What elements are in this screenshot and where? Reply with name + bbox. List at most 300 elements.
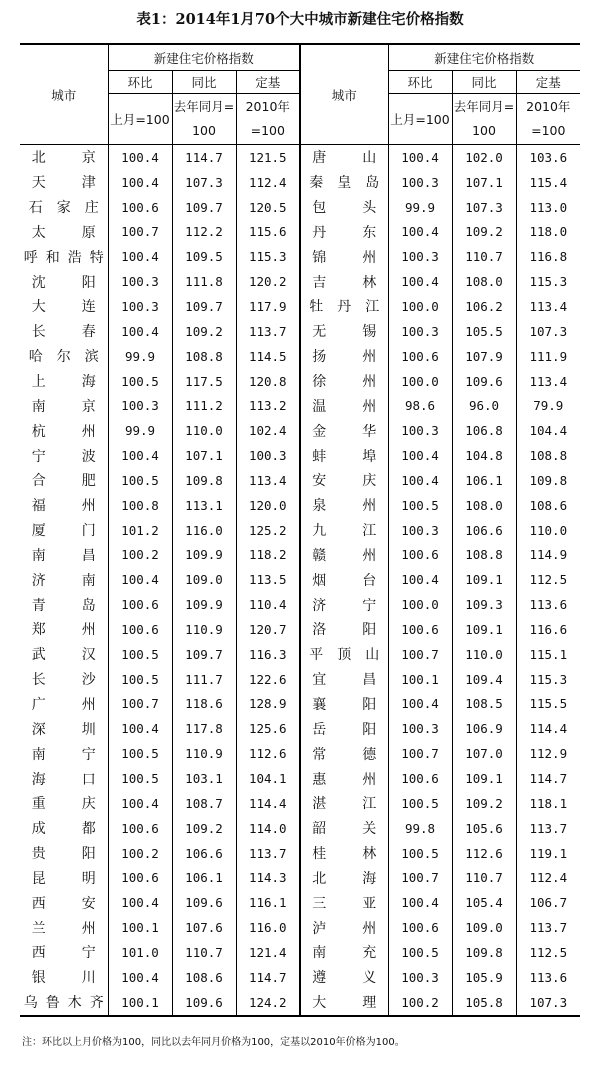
right-mom-cell: 100.3 bbox=[388, 418, 452, 443]
left-base-cell: 116.0 bbox=[236, 915, 300, 940]
right-mom-cell: 100.5 bbox=[388, 940, 452, 965]
right-mom-cell: 100.7 bbox=[388, 865, 452, 890]
left-base-cell: 115.3 bbox=[236, 244, 300, 269]
right-city-cell: 洛 阳 bbox=[300, 617, 388, 642]
left-mom-cell: 100.4 bbox=[108, 170, 172, 195]
table-row bbox=[20, 692, 580, 717]
left-base-cell: 113.5 bbox=[236, 567, 300, 592]
right-city-cell: 温 州 bbox=[300, 393, 388, 418]
left-base-cell: 113.2 bbox=[236, 393, 300, 418]
right-city-cell: 包 头 bbox=[300, 195, 388, 220]
left-city-cell: 西 安 bbox=[31, 895, 96, 912]
table-row bbox=[20, 741, 580, 766]
left-mom-cell: 100.4 bbox=[108, 145, 172, 170]
table-row bbox=[20, 543, 580, 568]
left-mom-cell: 100.5 bbox=[108, 369, 172, 394]
left-mom-cell: 100.5 bbox=[108, 741, 172, 766]
left-mom-cell: 101.0 bbox=[108, 940, 172, 965]
city-header-right: 城市 bbox=[300, 44, 388, 145]
table-row bbox=[20, 716, 580, 741]
left-mom-cell: 99.9 bbox=[108, 418, 172, 443]
left-base-cell: 113.7 bbox=[236, 841, 300, 866]
left-mom-cell: 100.4 bbox=[108, 567, 172, 592]
right-yoy-cell: 110.7 bbox=[452, 865, 516, 890]
right-mom-cell: 100.6 bbox=[388, 344, 452, 369]
table-row bbox=[20, 990, 580, 1016]
right-mom-cell: 100.6 bbox=[388, 617, 452, 642]
right-base-cell: 113.7 bbox=[516, 915, 580, 940]
table-row bbox=[20, 319, 580, 344]
table-row bbox=[20, 344, 580, 369]
left-base-cell: 113.7 bbox=[236, 319, 300, 344]
table-row bbox=[20, 244, 580, 269]
left-base-cell: 113.4 bbox=[236, 468, 300, 493]
left-mom-cell: 100.4 bbox=[108, 890, 172, 915]
left-yoy-cell: 111.8 bbox=[172, 269, 236, 294]
left-mom-cell: 100.4 bbox=[108, 716, 172, 741]
left-city-cell: 厦 门 bbox=[31, 523, 96, 540]
left-yoy-cell: 108.6 bbox=[172, 965, 236, 990]
yoy-header: 同比 bbox=[452, 71, 516, 94]
base-subheader: 2010年 =100 bbox=[236, 94, 300, 145]
right-city-cell: 泸 州 bbox=[300, 915, 388, 940]
right-mom-cell: 99.8 bbox=[388, 816, 452, 841]
right-base-cell: 115.5 bbox=[516, 692, 580, 717]
right-base-cell: 113.6 bbox=[516, 965, 580, 990]
right-city-cell: 泉 州 bbox=[300, 493, 388, 518]
right-mom-cell: 100.3 bbox=[388, 244, 452, 269]
left-base-cell: 124.2 bbox=[236, 990, 300, 1016]
right-yoy-cell: 109.1 bbox=[452, 766, 516, 791]
left-city-cell: 贵 阳 bbox=[31, 846, 96, 863]
left-base-cell: 114.4 bbox=[236, 791, 300, 816]
left-yoy-cell: 110.7 bbox=[172, 940, 236, 965]
table-row bbox=[20, 220, 580, 245]
left-city-cell: 沈 阳 bbox=[31, 274, 96, 291]
left-base-cell: 121.5 bbox=[236, 145, 300, 170]
right-base-cell: 116.6 bbox=[516, 617, 580, 642]
mom-subheader: 上月=100 bbox=[108, 94, 172, 145]
right-city-cell: 湛 江 bbox=[300, 791, 388, 816]
left-mom-cell: 100.4 bbox=[108, 244, 172, 269]
left-city-cell: 杭 州 bbox=[31, 423, 96, 440]
right-yoy-cell: 106.8 bbox=[452, 418, 516, 443]
right-city-cell: 赣 州 bbox=[300, 543, 388, 568]
right-city-cell: 徐 州 bbox=[300, 369, 388, 394]
left-mom-cell: 100.4 bbox=[108, 443, 172, 468]
left-mom-cell: 100.3 bbox=[108, 393, 172, 418]
right-mom-cell: 100.0 bbox=[388, 592, 452, 617]
right-mom-cell: 100.6 bbox=[388, 915, 452, 940]
right-yoy-cell: 106.1 bbox=[452, 468, 516, 493]
right-city-cell: 扬 州 bbox=[300, 344, 388, 369]
left-mom-cell: 100.2 bbox=[108, 543, 172, 568]
right-yoy-cell: 102.0 bbox=[452, 145, 516, 170]
left-yoy-cell: 110.9 bbox=[172, 741, 236, 766]
right-base-cell: 119.1 bbox=[516, 841, 580, 866]
table-row bbox=[20, 940, 580, 965]
left-city-cell: 南 宁 bbox=[31, 746, 96, 763]
right-city-cell: 唐 山 bbox=[300, 145, 388, 170]
right-yoy-cell: 105.8 bbox=[452, 990, 516, 1016]
left-city-cell: 太 原 bbox=[31, 224, 96, 241]
right-city-cell: 烟 台 bbox=[300, 567, 388, 592]
table-row bbox=[20, 369, 580, 394]
left-city-cell: 石 家 庄 bbox=[28, 200, 99, 217]
right-base-cell: 113.7 bbox=[516, 816, 580, 841]
right-base-cell: 114.9 bbox=[516, 543, 580, 568]
left-yoy-cell: 117.5 bbox=[172, 369, 236, 394]
right-mom-cell: 100.4 bbox=[388, 220, 452, 245]
left-city-cell: 济 南 bbox=[31, 572, 96, 589]
left-mom-cell: 100.4 bbox=[108, 791, 172, 816]
left-yoy-cell: 109.9 bbox=[172, 592, 236, 617]
left-mom-cell: 100.1 bbox=[108, 915, 172, 940]
left-yoy-cell: 109.2 bbox=[172, 816, 236, 841]
right-city-cell: 惠 州 bbox=[300, 766, 388, 791]
left-city-cell: 武 汉 bbox=[31, 647, 96, 664]
right-city-cell: 秦 皇 岛 bbox=[300, 170, 388, 195]
left-mom-cell: 100.6 bbox=[108, 816, 172, 841]
left-city-cell: 银 川 bbox=[31, 970, 96, 987]
left-city-cell: 大 连 bbox=[31, 299, 96, 316]
left-yoy-cell: 109.0 bbox=[172, 567, 236, 592]
right-base-cell: 107.3 bbox=[516, 990, 580, 1016]
left-base-cell: 121.4 bbox=[236, 940, 300, 965]
right-base-cell: 112.5 bbox=[516, 567, 580, 592]
left-base-cell: 120.0 bbox=[236, 493, 300, 518]
right-mom-cell: 100.7 bbox=[388, 741, 452, 766]
left-yoy-cell: 109.6 bbox=[172, 990, 236, 1016]
table-row bbox=[20, 468, 580, 493]
index-group-header-left: 新建住宅价格指数 bbox=[108, 44, 300, 71]
left-city-cell: 宁 波 bbox=[31, 448, 96, 465]
left-city-cell: 南 京 bbox=[31, 398, 96, 415]
right-base-cell: 108.6 bbox=[516, 493, 580, 518]
left-yoy-cell: 106.1 bbox=[172, 865, 236, 890]
left-yoy-cell: 109.6 bbox=[172, 890, 236, 915]
table-row bbox=[20, 642, 580, 667]
left-yoy-cell: 109.7 bbox=[172, 294, 236, 319]
right-mom-cell: 100.7 bbox=[388, 642, 452, 667]
left-yoy-cell: 109.8 bbox=[172, 468, 236, 493]
right-yoy-cell: 109.2 bbox=[452, 220, 516, 245]
right-yoy-cell: 105.5 bbox=[452, 319, 516, 344]
left-yoy-cell: 109.7 bbox=[172, 195, 236, 220]
left-yoy-cell: 109.2 bbox=[172, 319, 236, 344]
table-row bbox=[20, 393, 580, 418]
right-city-cell: 南 充 bbox=[300, 940, 388, 965]
yoy-subheader: 去年同月= 100 bbox=[452, 94, 516, 145]
left-yoy-cell: 106.6 bbox=[172, 841, 236, 866]
right-mom-cell: 100.4 bbox=[388, 567, 452, 592]
table-row bbox=[20, 791, 580, 816]
right-yoy-cell: 96.0 bbox=[452, 393, 516, 418]
right-base-cell: 111.9 bbox=[516, 344, 580, 369]
right-yoy-cell: 106.2 bbox=[452, 294, 516, 319]
left-base-cell: 112.4 bbox=[236, 170, 300, 195]
left-yoy-cell: 108.7 bbox=[172, 791, 236, 816]
left-city-cell: 天 津 bbox=[31, 175, 96, 192]
left-mom-cell: 100.5 bbox=[108, 468, 172, 493]
table-row bbox=[20, 518, 580, 543]
right-yoy-cell: 107.3 bbox=[452, 195, 516, 220]
right-city-cell: 平 顶 山 bbox=[300, 642, 388, 667]
left-mom-cell: 100.4 bbox=[108, 965, 172, 990]
base-header: 定基 bbox=[236, 71, 300, 94]
left-city-cell: 重 庆 bbox=[31, 796, 96, 813]
right-yoy-cell: 109.3 bbox=[452, 592, 516, 617]
right-mom-cell: 100.3 bbox=[388, 965, 452, 990]
right-mom-cell: 100.0 bbox=[388, 369, 452, 394]
right-base-cell: 112.4 bbox=[516, 865, 580, 890]
left-yoy-cell: 116.0 bbox=[172, 518, 236, 543]
right-base-cell: 110.0 bbox=[516, 518, 580, 543]
right-city-cell: 金 华 bbox=[300, 418, 388, 443]
left-city-cell: 呼 和 浩 特 bbox=[23, 249, 104, 266]
right-yoy-cell: 108.0 bbox=[452, 269, 516, 294]
index-group-header-right: 新建住宅价格指数 bbox=[388, 44, 580, 71]
right-city-cell: 宜 昌 bbox=[300, 667, 388, 692]
table-row bbox=[20, 915, 580, 940]
right-base-cell: 107.3 bbox=[516, 319, 580, 344]
right-city-cell: 韶 关 bbox=[300, 816, 388, 841]
left-mom-cell: 100.5 bbox=[108, 667, 172, 692]
right-base-cell: 112.9 bbox=[516, 741, 580, 766]
left-city-cell: 昆 明 bbox=[31, 870, 96, 887]
right-base-cell: 118.1 bbox=[516, 791, 580, 816]
right-yoy-cell: 109.6 bbox=[452, 369, 516, 394]
left-yoy-cell: 117.8 bbox=[172, 716, 236, 741]
right-city-cell: 丹 东 bbox=[300, 220, 388, 245]
right-base-cell: 112.5 bbox=[516, 940, 580, 965]
right-yoy-cell: 106.6 bbox=[452, 518, 516, 543]
left-mom-cell: 100.5 bbox=[108, 766, 172, 791]
right-city-cell: 北 海 bbox=[300, 865, 388, 890]
right-yoy-cell: 107.9 bbox=[452, 344, 516, 369]
table-row bbox=[20, 269, 580, 294]
left-yoy-cell: 110.0 bbox=[172, 418, 236, 443]
right-yoy-cell: 108.0 bbox=[452, 493, 516, 518]
base-header: 定基 bbox=[516, 71, 580, 94]
table-body bbox=[20, 145, 580, 1016]
right-yoy-cell: 110.7 bbox=[452, 244, 516, 269]
mom-header: 环比 bbox=[388, 71, 452, 94]
left-yoy-cell: 114.7 bbox=[172, 145, 236, 170]
right-base-cell: 116.8 bbox=[516, 244, 580, 269]
right-base-cell: 104.4 bbox=[516, 418, 580, 443]
left-base-cell: 125.2 bbox=[236, 518, 300, 543]
right-yoy-cell: 110.0 bbox=[452, 642, 516, 667]
table-row bbox=[20, 145, 580, 170]
right-mom-cell: 100.6 bbox=[388, 543, 452, 568]
right-mom-cell: 100.5 bbox=[388, 791, 452, 816]
right-base-cell: 115.1 bbox=[516, 642, 580, 667]
left-city-cell: 兰 州 bbox=[31, 920, 96, 937]
left-base-cell: 116.3 bbox=[236, 642, 300, 667]
right-yoy-cell: 108.5 bbox=[452, 692, 516, 717]
left-mom-cell: 101.2 bbox=[108, 518, 172, 543]
left-base-cell: 114.3 bbox=[236, 865, 300, 890]
left-city-cell: 深 圳 bbox=[31, 721, 96, 738]
left-base-cell: 112.6 bbox=[236, 741, 300, 766]
left-base-cell: 102.4 bbox=[236, 418, 300, 443]
left-base-cell: 120.5 bbox=[236, 195, 300, 220]
table-row bbox=[20, 567, 580, 592]
right-yoy-cell: 109.1 bbox=[452, 567, 516, 592]
right-yoy-cell: 109.0 bbox=[452, 915, 516, 940]
table-row bbox=[20, 890, 580, 915]
left-base-cell: 125.6 bbox=[236, 716, 300, 741]
right-base-cell: 113.4 bbox=[516, 369, 580, 394]
right-city-cell: 桂 林 bbox=[300, 841, 388, 866]
right-base-cell: 114.4 bbox=[516, 716, 580, 741]
left-yoy-cell: 107.6 bbox=[172, 915, 236, 940]
left-mom-cell: 100.2 bbox=[108, 841, 172, 866]
right-mom-cell: 100.3 bbox=[388, 716, 452, 741]
right-city-cell: 无 锡 bbox=[300, 319, 388, 344]
right-mom-cell: 100.3 bbox=[388, 518, 452, 543]
right-mom-cell: 100.4 bbox=[388, 145, 452, 170]
left-yoy-cell: 107.1 bbox=[172, 443, 236, 468]
footnote: 注：环比以上月价格为100，同比以去年同月价格为100，定基以2010年价格为100。 bbox=[22, 1037, 405, 1048]
right-mom-cell: 100.5 bbox=[388, 493, 452, 518]
table-row bbox=[20, 170, 580, 195]
right-city-cell: 遵 义 bbox=[300, 965, 388, 990]
right-yoy-cell: 109.8 bbox=[452, 940, 516, 965]
left-city-cell: 哈 尔 滨 bbox=[28, 349, 99, 366]
table-row bbox=[20, 418, 580, 443]
left-base-cell: 114.5 bbox=[236, 344, 300, 369]
left-city-cell: 广 州 bbox=[31, 696, 96, 713]
left-mom-cell: 100.1 bbox=[108, 990, 172, 1016]
right-mom-cell: 100.4 bbox=[388, 890, 452, 915]
right-mom-cell: 100.4 bbox=[388, 443, 452, 468]
left-base-cell: 122.6 bbox=[236, 667, 300, 692]
right-city-cell: 三 亚 bbox=[300, 890, 388, 915]
right-city-cell: 蚌 埠 bbox=[300, 443, 388, 468]
left-city-cell: 福 州 bbox=[31, 498, 96, 515]
right-city-cell: 岳 阳 bbox=[300, 716, 388, 741]
right-city-cell: 吉 林 bbox=[300, 269, 388, 294]
right-mom-cell: 98.6 bbox=[388, 393, 452, 418]
left-base-cell: 115.6 bbox=[236, 220, 300, 245]
left-base-cell: 100.3 bbox=[236, 443, 300, 468]
table-row bbox=[20, 766, 580, 791]
left-city-cell: 青 岛 bbox=[31, 597, 96, 614]
left-base-cell: 120.8 bbox=[236, 369, 300, 394]
left-city-cell: 西 宁 bbox=[31, 945, 96, 962]
right-base-cell: 113.0 bbox=[516, 195, 580, 220]
right-yoy-cell: 106.9 bbox=[452, 716, 516, 741]
right-base-cell: 115.4 bbox=[516, 170, 580, 195]
table-row bbox=[20, 443, 580, 468]
left-mom-cell: 99.9 bbox=[108, 344, 172, 369]
left-mom-cell: 100.6 bbox=[108, 865, 172, 890]
right-city-cell: 安 庆 bbox=[300, 468, 388, 493]
right-city-cell: 牡 丹 江 bbox=[300, 294, 388, 319]
right-base-cell: 79.9 bbox=[516, 393, 580, 418]
left-mom-cell: 100.7 bbox=[108, 692, 172, 717]
left-mom-cell: 100.7 bbox=[108, 220, 172, 245]
yoy-subheader: 去年同月= 100 bbox=[172, 94, 236, 145]
left-mom-cell: 100.6 bbox=[108, 592, 172, 617]
table-row bbox=[20, 617, 580, 642]
right-mom-cell: 100.1 bbox=[388, 667, 452, 692]
right-mom-cell: 100.6 bbox=[388, 766, 452, 791]
left-base-cell: 114.7 bbox=[236, 965, 300, 990]
left-city-cell: 上 海 bbox=[31, 374, 96, 391]
right-mom-cell: 100.3 bbox=[388, 170, 452, 195]
left-city-cell: 南 昌 bbox=[31, 547, 96, 564]
table-row bbox=[20, 195, 580, 220]
right-mom-cell: 100.2 bbox=[388, 990, 452, 1016]
right-yoy-cell: 105.9 bbox=[452, 965, 516, 990]
mom-subheader: 上月=100 bbox=[388, 94, 452, 145]
right-base-cell: 114.7 bbox=[516, 766, 580, 791]
right-yoy-cell: 109.4 bbox=[452, 667, 516, 692]
right-yoy-cell: 105.6 bbox=[452, 816, 516, 841]
left-city-cell: 长 春 bbox=[31, 324, 96, 341]
left-mom-cell: 100.5 bbox=[108, 642, 172, 667]
right-yoy-cell: 104.8 bbox=[452, 443, 516, 468]
right-yoy-cell: 105.4 bbox=[452, 890, 516, 915]
left-mom-cell: 100.8 bbox=[108, 493, 172, 518]
yoy-header: 同比 bbox=[172, 71, 236, 94]
left-yoy-cell: 111.7 bbox=[172, 667, 236, 692]
left-yoy-cell: 112.2 bbox=[172, 220, 236, 245]
left-yoy-cell: 109.5 bbox=[172, 244, 236, 269]
left-mom-cell: 100.4 bbox=[108, 319, 172, 344]
right-yoy-cell: 109.1 bbox=[452, 617, 516, 642]
left-base-cell: 120.7 bbox=[236, 617, 300, 642]
right-base-cell: 113.4 bbox=[516, 294, 580, 319]
right-yoy-cell: 107.0 bbox=[452, 741, 516, 766]
left-yoy-cell: 111.2 bbox=[172, 393, 236, 418]
left-base-cell: 118.2 bbox=[236, 543, 300, 568]
right-yoy-cell: 108.8 bbox=[452, 543, 516, 568]
right-mom-cell: 100.4 bbox=[388, 692, 452, 717]
left-base-cell: 110.4 bbox=[236, 592, 300, 617]
left-base-cell: 114.0 bbox=[236, 816, 300, 841]
left-yoy-cell: 103.1 bbox=[172, 766, 236, 791]
left-yoy-cell: 109.9 bbox=[172, 543, 236, 568]
left-city-cell: 长 沙 bbox=[31, 672, 96, 689]
right-mom-cell: 100.4 bbox=[388, 269, 452, 294]
left-yoy-cell: 109.7 bbox=[172, 642, 236, 667]
right-base-cell: 103.6 bbox=[516, 145, 580, 170]
left-yoy-cell: 110.9 bbox=[172, 617, 236, 642]
left-base-cell: 120.2 bbox=[236, 269, 300, 294]
right-mom-cell: 99.9 bbox=[388, 195, 452, 220]
right-mom-cell: 100.5 bbox=[388, 841, 452, 866]
left-yoy-cell: 113.1 bbox=[172, 493, 236, 518]
left-mom-cell: 100.6 bbox=[108, 195, 172, 220]
base-subheader: 2010年 =100 bbox=[516, 94, 580, 145]
table-row bbox=[20, 493, 580, 518]
right-base-cell: 108.8 bbox=[516, 443, 580, 468]
left-base-cell: 117.9 bbox=[236, 294, 300, 319]
left-city-cell: 北 京 bbox=[31, 150, 96, 167]
right-city-cell: 锦 州 bbox=[300, 244, 388, 269]
right-base-cell: 113.6 bbox=[516, 592, 580, 617]
left-yoy-cell: 108.8 bbox=[172, 344, 236, 369]
left-base-cell: 104.1 bbox=[236, 766, 300, 791]
right-base-cell: 115.3 bbox=[516, 667, 580, 692]
right-mom-cell: 100.0 bbox=[388, 294, 452, 319]
right-mom-cell: 100.3 bbox=[388, 319, 452, 344]
right-city-cell: 大 理 bbox=[300, 990, 388, 1016]
